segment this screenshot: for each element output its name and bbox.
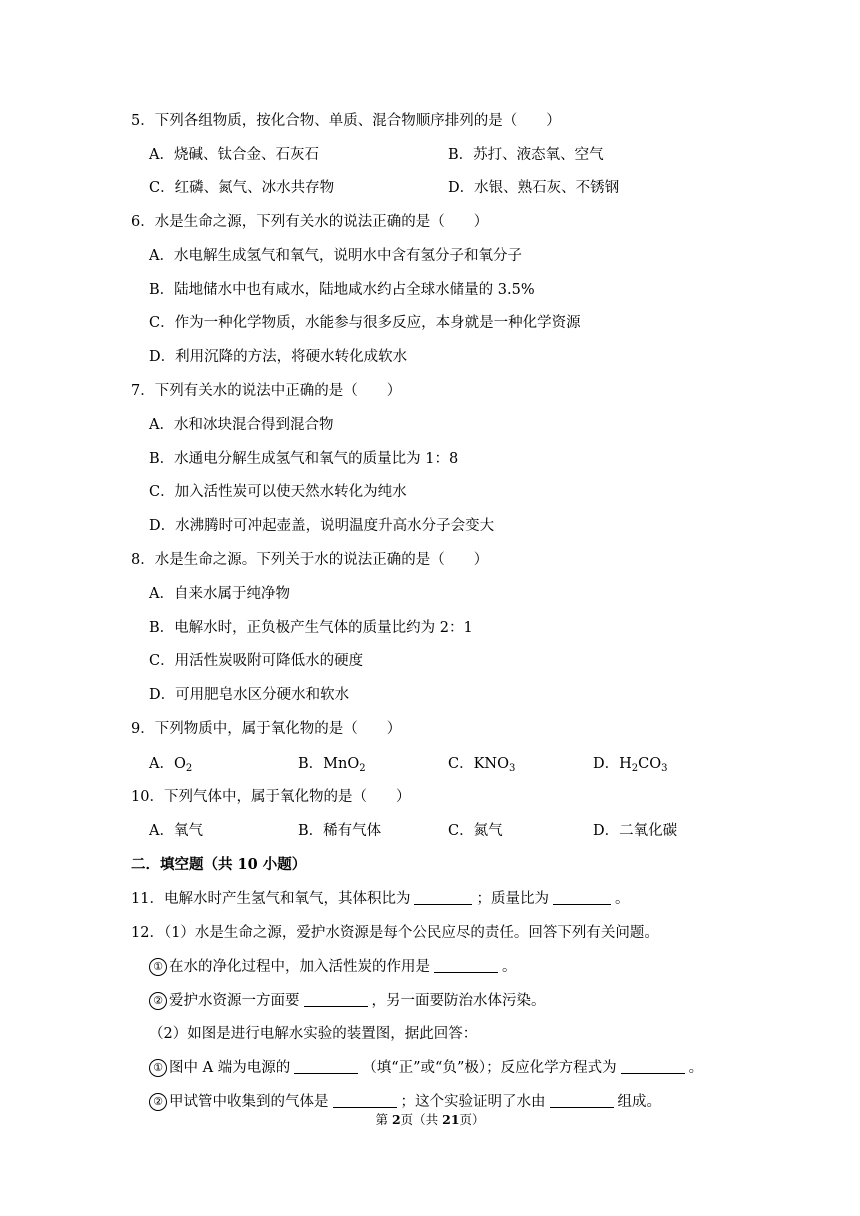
- answer-blank[interactable]: [304, 992, 368, 1007]
- answer-blank[interactable]: [294, 1059, 358, 1074]
- question-5-option-c: C．红磷、氮气、冰水共存物: [149, 180, 335, 196]
- question-5-option-b: B．苏打、液态氧、空气: [448, 147, 604, 163]
- question-5-stem: 5．下列各组物质，按化合物、单质、混合物顺序排列的是（ ）: [131, 113, 561, 129]
- question-10-stem: 10．下列气体中，属于氧化物的是（ ）: [131, 789, 411, 805]
- answer-blank[interactable]: [414, 890, 472, 905]
- question-7-stem: 7．下列有关水的说法中正确的是（ ）: [131, 383, 402, 399]
- question-7-option-c: C．加入活性炭可以使天然水转化为纯水: [149, 484, 407, 500]
- question-12-sub-2: ② 爱护水资源一方面要 ，另一面要防治水体污染。: [149, 991, 546, 1011]
- question-6-option-c: C．作为一种化学物质，水能参与很多反应，本身就是一种化学资源: [149, 315, 581, 331]
- answer-blank[interactable]: [434, 958, 498, 973]
- answer-blank[interactable]: [553, 890, 611, 905]
- question-6-option-b: B．陆地储水中也有咸水，陆地咸水约占全球水储量的 3.5%: [149, 282, 535, 298]
- question-8-option-d: D．可用肥皂水区分硬水和软水: [149, 687, 350, 703]
- question-12-sub-3: ① 图中 A 端为电源的 （填“正”或“负”极）；反应化学方程式为 。: [149, 1058, 703, 1078]
- question-8-option-b: B．电解水时，正负极产生气体的质量比约为 2：1: [149, 620, 473, 636]
- question-12-sub-1: ① 在水的净化过程中，加入活性炭的作用是 。: [149, 957, 517, 977]
- question-8-option-a: A．自来水属于纯净物: [149, 586, 290, 602]
- question-10-option-b: B．稀有气体: [298, 823, 382, 839]
- question-10-option-d: D．二氧化碳: [593, 823, 678, 839]
- page-footer: 第 2页（共 21页）: [375, 1112, 485, 1127]
- question-10-option-a: A．氧气: [149, 823, 203, 839]
- answer-blank[interactable]: [550, 1093, 614, 1108]
- question-12-stem: 12．（1）水是生命之源，爱护水资源是每个公民应尽的责任。回答下列有关问题。: [131, 925, 659, 941]
- question-5-option-a: A．烧碱、钛合金、石灰石: [149, 147, 319, 163]
- question-5-option-d: D．水银、熟石灰、不锈钢: [448, 180, 620, 196]
- question-12-part-2: （2）如图是进行电解水实验的装置图，据此回答：: [149, 1026, 478, 1042]
- circled-number: ①: [149, 958, 167, 976]
- total-pages: 21: [442, 1112, 460, 1127]
- answer-blank[interactable]: [333, 1093, 397, 1108]
- question-6-option-a: A．水电解生成氢气和氧气，说明水中含有氢分子和氧分子: [149, 248, 522, 264]
- question-7-option-d: D．水沸腾时可冲起壶盖，说明温度升高水分子会变大: [149, 518, 495, 534]
- question-9-option-a: A．$O_2$: [149, 756, 193, 774]
- question-12-sub-4: ② 甲试管中收集到的气体是 ；这个实验证明了水由 组成。: [149, 1092, 661, 1112]
- circled-number: ②: [149, 1093, 167, 1111]
- circled-number: ①: [149, 1059, 167, 1077]
- question-9-stem: 9．下列物质中，属于氧化物的是（ ）: [131, 721, 402, 737]
- circled-number: ②: [149, 992, 167, 1010]
- question-6-stem: 6．水是生命之源，下列有关水的说法正确的是（ ）: [131, 214, 489, 230]
- question-7-option-b: B．水通电分解生成氢气和氧气的质量比为 1：8: [149, 451, 459, 467]
- question-7-option-a: A．水和冰块混合得到混合物: [149, 417, 334, 433]
- answer-blank[interactable]: [621, 1059, 685, 1074]
- page-number: 2: [391, 1112, 401, 1127]
- question-6-option-d: D．利用沉降的方法，将硬水转化成软水: [149, 349, 408, 365]
- question-8-option-c: C．用活性炭吸附可降低水的硬度: [149, 653, 364, 669]
- question-9-option-c: C．$KNO_3$: [448, 756, 516, 774]
- question-9-option-b: B．MnO$_2$: [298, 756, 366, 774]
- question-11: 11．电解水时产生氢气和氧气，其体积比为 ；质量比为 。: [131, 891, 630, 907]
- question-10-option-c: C．氮气: [448, 823, 503, 839]
- question-8-stem: 8．水是生命之源。下列关于水的说法正确的是（ ）: [131, 552, 489, 568]
- question-9-option-d: D．$H_2CO_3$: [593, 756, 668, 774]
- section-heading: 二．填空题（共 10 小题）: [131, 856, 307, 873]
